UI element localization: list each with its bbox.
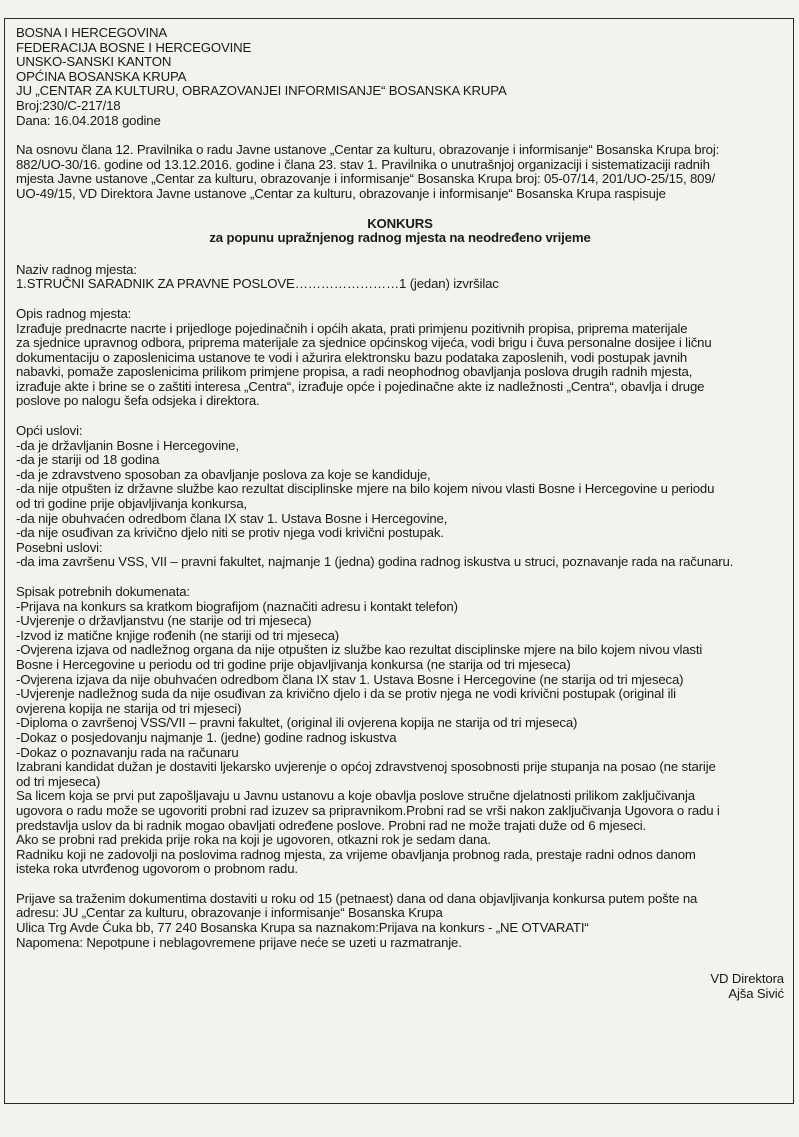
intro-line: UO-49/15, VD Direktora Javne ustanove „Centar za kulturu, obrazovanje i informisanje“ Bosanska Krupa raspisuje [16,185,666,201]
condition-item: -da nije otpušten iz državne službe kao rezultat disciplinske mjere na bilo kojem nivou vlasti Bosne i Hercegovine u periodu [16,481,715,497]
document-item: -Ovjerena izjava da nije obuhvaćen odredbom člana IX stav 1. Ustava Bosne i Hercegovine (ne starija od tri mjeseca) [16,671,684,687]
condition-item: od tri godine prije objavljivanja konkursa, [16,496,248,512]
intro-line: 882/UO-30/16. godine od 13.12.2016. godine i člana 23. stav 1. Pravilnika o unutrašnjoj organizaciji i sistematizaciji radnih [16,156,710,172]
header-country: BOSNA I HERCEGOVINA [16,25,168,40]
description-line: Izrađuje prednacrte nacrte i prijedloge pojedinačnih i općih akata, prati primjenu pozitivnih propisa, priprema materijale [16,320,688,336]
signature-block [16,972,784,1001]
document-item: -Ovjerena izjava od nadležnog organa da nije otpušten iz službe kao rezultat disciplinske mjere na bilo kojem nivou vlasti [16,642,703,658]
header-date: Dana: 16.04.2018 godine [16,112,161,128]
notice-subtitle: za popunu upražnjenog radnog mjesta na neodređeno vrijeme [209,230,591,246]
submission-line: Prijave sa traženim dokumentima dostaviti u roku od 15 (petnaest) dana od dana objavljivanja konkursa putem pošte na [16,890,698,906]
document-item: Bosne i Hercegovine u periodu od tri godine prije objavljivanja konkursa (ne starija od tri mjeseca) [16,656,571,672]
description-line: nabavki, pomaže zaposlenicima prilikom primjene propisa, a radi neophodnog obavljanja poslova drugih radnih mjesta, [16,364,693,380]
document-item: -Diploma o završenoj VSS/VII – pravni fakultet, (original ili ovjerena kopija ne starija od tri mjeseca) [16,715,578,731]
submission-line: adresu: JU „Centar za kulturu, obrazovanje i informisanje“ Bosanska Krupa [16,905,443,921]
documents-block [16,585,784,877]
special-condition-item: -da ima završenu VSS, VII – pravni fakultet, najmanje 1 (jedna) godina radnog iskustva u struci, poznavanje rada na računaru. [16,554,734,570]
special-conditions-heading: Posebni uslovi: [16,539,103,555]
header-federation: FEDERACIJA BOSNE I HERCEGOVINE [16,39,252,55]
condition-item: -da nije obuhvaćen odredbom člana IX stav 1. Ustava Bosne i Hercegovine, [16,510,448,526]
description-line: poslove po nalogu šefa odsjeka i direktora. [16,393,260,409]
position-name: 1.STRUČNI SARADNIK ZA PRAVNE POSLOVE……………………1 (jedan) izvršilac [16,276,499,292]
intro-line: mjesta Javne ustanove „Centar za kulturu, obrazovanje i informisanje“ Bosanska Krupa broj: 05-07/14, 201/UO-25/15, 809/ [16,171,716,187]
header-block [16,26,784,128]
document-item: -Dokaz o posjedovanju najmanje 1. (jedne) godine radnog iskustva [16,729,397,745]
intro-line: Na osnovu člana 12. Pravilnika o radu Javne ustanove „Centar za kulturu, obrazovanje i informisanje“ Bosanska Krupa broj: [16,142,720,158]
document-item: -Prijava na konkurs sa kratkom biografijom (naznačiti adresu i kontakt telefon) [16,598,458,614]
medical-note: Izabrani kandidat dužan je dostaviti ljekarsko uvjerenje o općoj zdravstvenoj sposobnosti prije stupanja na posao (ne starije [16,759,716,775]
conditions-heading: Opći uslovi: [16,423,83,439]
header-institution: JU „CENTAR ZA KULTURU, OBRAZOVANJEI INFORMISANJE“ BOSANSKA KRUPA [16,83,507,99]
probation-note: predstavlja uslov da bi radnik mogao obavljati određene poslove. Probni rad ne može trajati duže od 6 mjeseci. [16,817,647,833]
document-item: ovjerena kopija ne starija od tri mjeseci) [16,700,242,716]
notice-document [16,26,784,1001]
description-block [16,307,784,409]
description-line: dokumentaciju o zaposlenicima ustanove te vodi i ažurira elektronsku bazu podataka zaposlenih, vodi postupak javnih [16,349,688,365]
probation-note: isteka roka utvrđenog ugovorom o probnom radu. [16,861,298,877]
submission-block [16,892,784,950]
medical-note: od tri mjeseca) [16,773,101,789]
probation-note: Sa licem koja se prvi put zapošljavaju u Javnu ustanovu a koje obavlja poslove stručne djelatnosti prilikom zaključivanja [16,788,695,804]
document-item: -Uvjerenje nadležnog suda da nije osuđivan za krivično djelo i da se protiv njega ne vodi krivični postupak (original ili [16,686,676,702]
conditions-block [16,424,784,570]
documents-heading: Spisak potrebnih dokumenata: [16,584,190,599]
condition-item: -da je državljanin Bosne i Hercegovine, [16,437,239,453]
probation-note: Ako se probni rad prekida prije roka na koji je ugovoren, otkazni rok je sedam dana. [16,832,491,848]
document-item: -Uvjerenje o državljanstvu (ne starije od tri mjeseca) [16,613,312,629]
probation-note: Radniku koji ne zadovolji na poslovima radnog mjesta, za vrijeme obavljanja probnog rada, prestaje radni odnos danom [16,846,696,862]
header-municipality: OPĆINA BOSANSKA KRUPA [16,68,187,84]
signature-name: Ajša Sivić [728,985,784,1001]
document-item: -Dokaz o poznavanju rada na računaru [16,744,239,760]
header-number: Broj:230/C-217/18 [16,97,121,113]
signature-title: VD Direktora [710,971,784,987]
submission-line: Ulica Trg Avde Ćuka bb, 77 240 Bosanska Krupa sa naznakom:Prijava na konkurs - „NE OTVARATI“ [16,920,589,936]
description-line: za sjednice upravnog odbora, priprema materijale za sjednice općinskog vijeća, vodi brigu i čuva personalne dosijee i ličnu [16,335,712,351]
position-block [16,263,784,292]
document-item: -Izvod iz matične knjige rođenih (ne stariji od tri mjeseca) [16,627,340,643]
header-canton: UNSKO-SANSKI KANTON [16,54,172,70]
notice-title: KONKURS [367,215,433,231]
description-heading: Opis radnog mjesta: [16,305,132,321]
probation-note: ugovora o radu može se ugovoriti probni rad izuzev sa pripravnikom.Probni rad se vrši nakon zaključivanja Ugovora o radu i [16,802,720,818]
condition-item: -da nije osuđivan za krivično djelo niti se protiv njega vodi krivični postupak. [16,525,444,541]
condition-item: -da je zdravstveno sposoban za obavljanje poslova za koje se kandiduje, [16,466,431,482]
position-label: Naziv radnog mjesta: [16,261,137,277]
intro-paragraph [16,143,784,201]
description-line: izrađuje akte i brine se o zaštiti interesa „Centra“, izrađuje opće i pojedinačne akte iz nadležnosti „Centra“, obavlja i druge [16,378,705,394]
condition-item: -da je stariji od 18 godina [16,452,160,468]
submission-note: Napomena: Nepotpune i neblagovremene prijave neće se uzeti u razmatranje. [16,934,462,950]
